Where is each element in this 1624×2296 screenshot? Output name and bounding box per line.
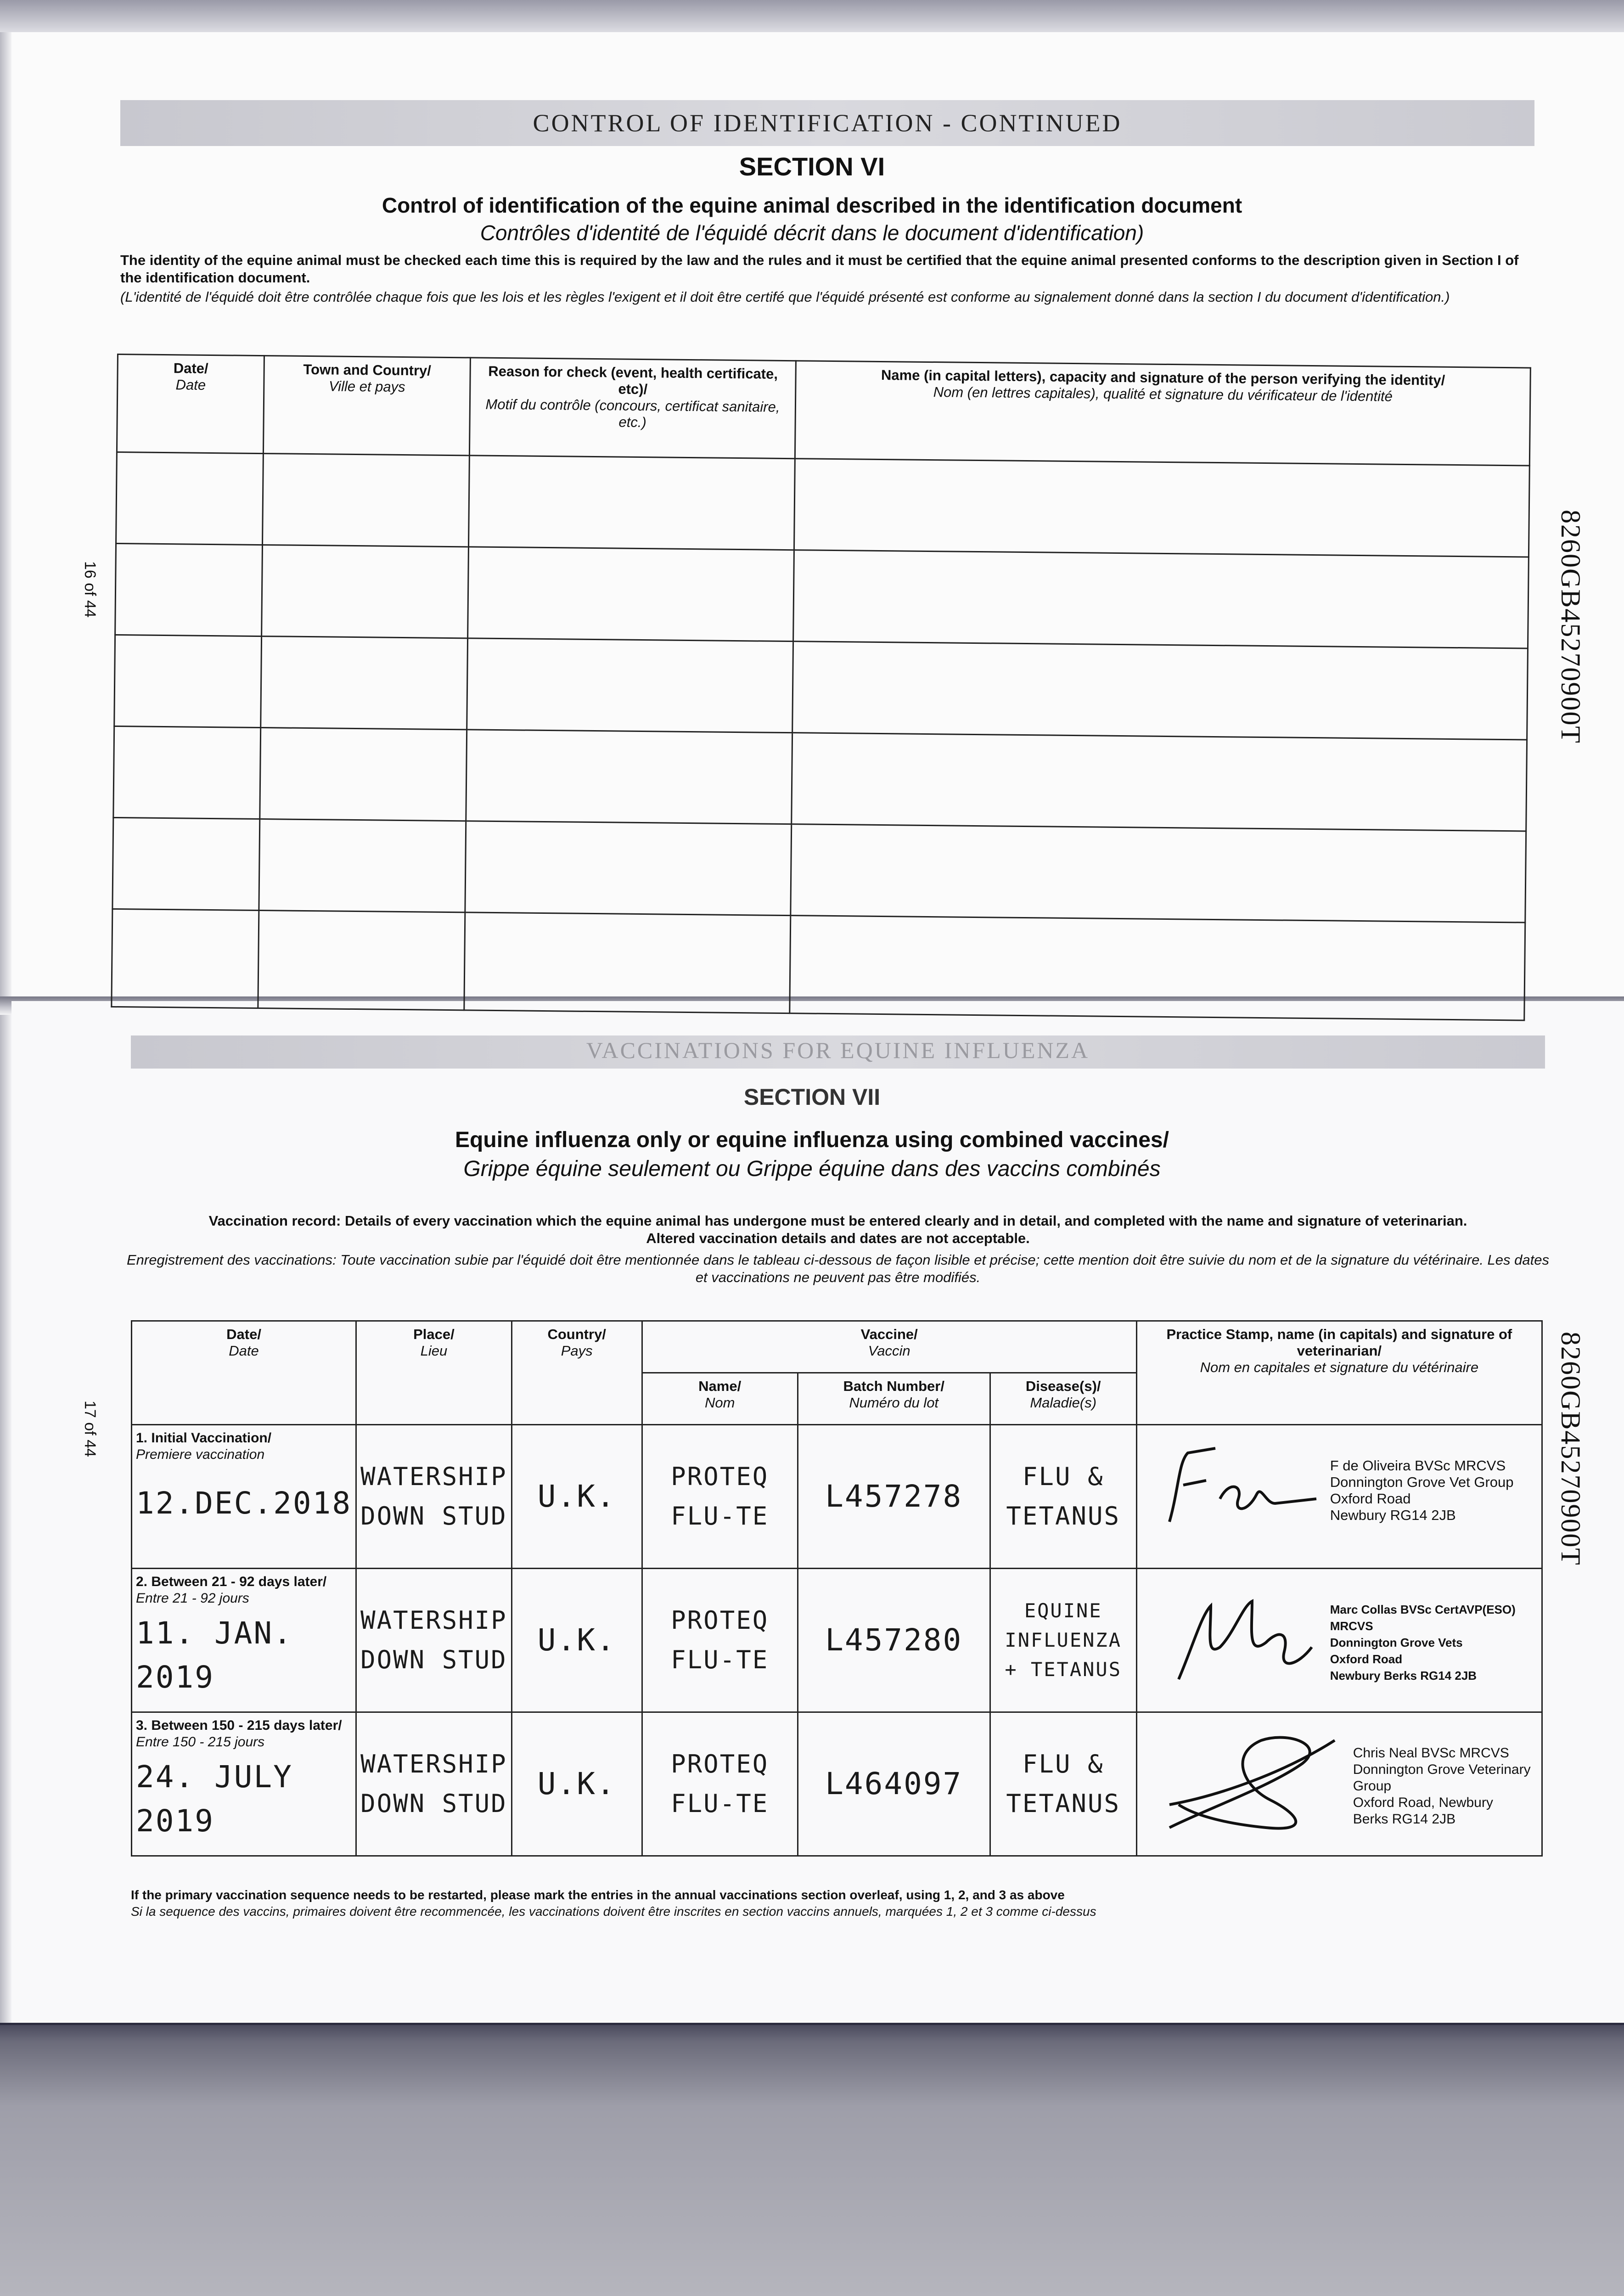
table-cell[interactable] (258, 911, 465, 1010)
table-row (132, 1425, 1542, 1569)
table-cell[interactable] (112, 909, 259, 1008)
column-header: Town and Country/ Ville et pays (263, 356, 470, 456)
table-cell[interactable] (468, 547, 794, 642)
stamp-line: Marc Collas BVSc CertAVP(ESO) MRCVS (1330, 1603, 1516, 1633)
vaccine-name-cell[interactable]: PROTEQ FLU-TE (642, 1569, 798, 1712)
page-number: 16 of 44 (81, 561, 99, 618)
intro-body-2: Altered vaccination details and dates are not acceptable. (646, 1230, 1030, 1246)
intro-body: Details of every vaccination which the equine animal has undergone must be entered clearly and in detail, and completed with the name and signature of veterinarian. (344, 1213, 1467, 1229)
table-cell[interactable] (792, 733, 1527, 831)
table-row (116, 452, 1530, 557)
section-title-en: Equine influenza only or equine influenza using combined vaccines/ (455, 1128, 1169, 1152)
table-cell[interactable] (468, 456, 795, 550)
column-header-stamp: Practice Stamp, name (in capitals) and signature of veterinarian/ Nom en capitales et signature du vétérinaire (1136, 1321, 1542, 1425)
section-title-en: Control of identification of the equine animal described in the identification document (382, 193, 1242, 217)
section-banner: CONTROL OF IDENTIFICATION - CONTINUED (120, 100, 1534, 146)
vaccine-name-cell[interactable]: PROTEQ FLU-TE (642, 1712, 798, 1856)
vet-stamp-cell[interactable] (1136, 1425, 1542, 1569)
document-code: 8260GB45270900T (1556, 1332, 1586, 1566)
table-cell[interactable] (113, 726, 261, 819)
vaccine-name-cell[interactable]: PROTEQ FLU-TE (642, 1425, 798, 1569)
table-cell[interactable] (790, 916, 1525, 1020)
stamp-line: Donnington Grove Vets (1330, 1636, 1463, 1649)
batch-cell[interactable]: L464097 (798, 1712, 990, 1856)
column-header-vaccine: Vaccine/ Vaccin (642, 1321, 1136, 1373)
signature-image (1151, 1435, 1326, 1536)
stamp-line: Newbury RG14 2JB (1330, 1507, 1456, 1523)
stamp-line: Oxford Road, Newbury (1353, 1795, 1493, 1810)
column-header: Reason for check (event, health certificate, etc)/ Motif du contrôle (concours, certificat sanitaire, etc.) (469, 358, 796, 459)
page-number: 17 of 44 (81, 1401, 99, 1457)
stamp-line: Oxford Road (1330, 1652, 1403, 1666)
footnote-en: If the primary vaccination sequence needs to be restarted, please mark the entries in the annual vaccinations section overleaf, using 1, 2, and 3 as above (131, 1888, 1065, 1902)
country-cell[interactable]: U.K. (511, 1712, 642, 1856)
table-row (132, 1712, 1542, 1856)
intro-text-fr: Enregistrement des vaccinations: Toute vaccination subie par l'équidé doit être mentionnée dans le tableau ci-dessous de façon lisible et précise; cette mention doit être suivie du nom et de la signature du vétérinaire. Les dates et vaccinations ne peuvent pas être modifiés. (126, 1252, 1549, 1285)
table-cell[interactable] (261, 636, 468, 730)
disease-cell[interactable]: FLU & TETANUS (990, 1425, 1136, 1569)
table-cell[interactable] (465, 821, 792, 916)
document-code: 8260GB45270900T (1556, 510, 1586, 744)
table-cell[interactable] (114, 635, 262, 727)
place-cell[interactable]: WATERSHIP DOWN STUD (356, 1425, 512, 1569)
country-cell[interactable]: U.K. (511, 1425, 642, 1569)
place-cell[interactable]: WATERSHIP DOWN STUD (356, 1569, 512, 1712)
column-header-place: Place/ Lieu (356, 1321, 512, 1425)
table-cell[interactable] (466, 730, 792, 824)
vet-stamp-text (1330, 1601, 1541, 1684)
table-row (112, 909, 1525, 1020)
row-label-fr: Entre 150 - 215 jours (136, 1734, 265, 1750)
section-heading: SECTION VII (743, 1084, 881, 1110)
vaccination-table (131, 1320, 1543, 1857)
table-row (114, 635, 1528, 740)
table-cell[interactable] (792, 642, 1528, 740)
column-header-disease: Disease(s)/ Maladie(s) (990, 1373, 1136, 1425)
handwritten-date: 24. JULY 2019 (136, 1759, 293, 1839)
vet-stamp-cell[interactable] (1136, 1712, 1542, 1856)
row-label-fr: Premiere vaccination (136, 1447, 265, 1462)
column-header: Date/ Date (117, 355, 264, 454)
vet-stamp-text (1353, 1745, 1541, 1828)
country-cell[interactable]: U.K. (511, 1569, 642, 1712)
table-cell[interactable] (793, 550, 1529, 648)
intro-label: Vaccination record: (208, 1213, 341, 1229)
section-title-fr: Contrôles d'identité de l'équidé décrit dans le document d'identification) (480, 221, 1144, 245)
table-header-row (132, 1321, 1542, 1373)
identity-check-table (111, 354, 1531, 1021)
date-cell[interactable] (132, 1425, 356, 1569)
table-cell[interactable] (260, 728, 467, 821)
section-title-fr: Grippe équine seulement ou Grippe équine dans des vaccins combinés (463, 1157, 1161, 1181)
handwritten-date: 12.DEC.2018 (136, 1486, 352, 1521)
table-cell[interactable] (259, 819, 466, 912)
intro-text-en: The identity of the equine animal must be checked each time this is required by the law and the rules and it must be certified that the equine animal presented conforms to the description given in Section I of the identification document. (120, 252, 1519, 286)
table-row (115, 543, 1529, 648)
table-cell[interactable] (115, 543, 263, 636)
scan-top-edge (0, 0, 1624, 32)
table-cell[interactable] (112, 817, 260, 910)
table-cell[interactable] (263, 454, 470, 547)
row-label: 1. Initial Vaccination/ (136, 1430, 272, 1446)
disease-cell[interactable]: FLU & TETANUS (990, 1712, 1136, 1856)
vet-stamp-cell[interactable] (1136, 1569, 1542, 1712)
stamp-line: Donnington Grove Veterinary Group (1353, 1762, 1531, 1794)
stamp-line: F de Oliveira BVSc MRCVS (1330, 1458, 1506, 1474)
scan-left-edge (0, 32, 11, 2025)
scan-background (0, 2025, 1624, 2296)
place-cell[interactable]: WATERSHIP DOWN STUD (356, 1712, 512, 1856)
column-header-vaccine-name: Name/ Nom (642, 1373, 798, 1425)
date-cell[interactable] (132, 1712, 356, 1856)
batch-cell[interactable]: L457278 (798, 1425, 990, 1569)
table-cell[interactable] (262, 545, 469, 638)
date-cell[interactable] (132, 1569, 356, 1712)
table-header-row (117, 355, 1530, 466)
footnote-fr: Si la sequence des vaccins, primaires doivent être recommencée, les vaccinations doivent être inscrites en section vaccins annuels, marquées 1, 2 et 3 comme ci-dessus (131, 1904, 1096, 1919)
column-header-date: Date/ Date (132, 1321, 356, 1425)
table-cell[interactable] (794, 459, 1529, 557)
vet-stamp-text (1330, 1458, 1514, 1524)
intro-text-fr: (L'identité de l'équidé doit être contrôlée chaque fois que les lois et les règles l'exigent et il doit être certifé que l'équidé présenté est conforme au signalement donné dans la section I du document d'identification.) (120, 289, 1450, 305)
row-label-fr: Entre 21 - 92 jours (136, 1591, 249, 1606)
table-cell[interactable] (467, 638, 793, 733)
table-cell[interactable] (116, 452, 264, 545)
row-label: 2. Between 21 - 92 days later/ (136, 1574, 327, 1589)
stamp-line: Chris Neal BVSc MRCVS (1353, 1745, 1509, 1761)
signature-image (1151, 1578, 1326, 1688)
stamp-line: Oxford Road (1330, 1491, 1411, 1507)
table-cell[interactable] (464, 912, 791, 1013)
table-row (132, 1569, 1542, 1712)
signature-image (1151, 1722, 1344, 1841)
handwritten-date: 11. JAN. 2019 (136, 1615, 293, 1695)
column-header-country: Country/ Pays (511, 1321, 642, 1425)
column-header-batch: Batch Number/ Numéro du lot (798, 1373, 990, 1425)
stamp-line: Donnington Grove Vet Group (1330, 1474, 1514, 1490)
intro-text-en (124, 1212, 1552, 1247)
table-row (113, 726, 1527, 831)
disease-cell[interactable]: EQUINE INFLUENZA + TETANUS (990, 1569, 1136, 1712)
stamp-line: Newbury Berks RG14 2JB (1330, 1669, 1477, 1683)
column-header: Name (in capital letters), capacity and signature of the person verifying the identity/ Nom (en lettres capitales), qualité et signature du vérificateur de l'identité (795, 361, 1530, 466)
section-banner: VACCINATIONS FOR EQUINE INFLUENZA (131, 1035, 1545, 1069)
stamp-line: Berks RG14 2JB (1353, 1812, 1456, 1827)
table-cell[interactable] (791, 824, 1526, 923)
row-label: 3. Between 150 - 215 days later/ (136, 1718, 342, 1733)
batch-cell[interactable]: L457280 (798, 1569, 990, 1712)
table-row (112, 817, 1526, 923)
section-heading: SECTION VI (739, 152, 885, 181)
